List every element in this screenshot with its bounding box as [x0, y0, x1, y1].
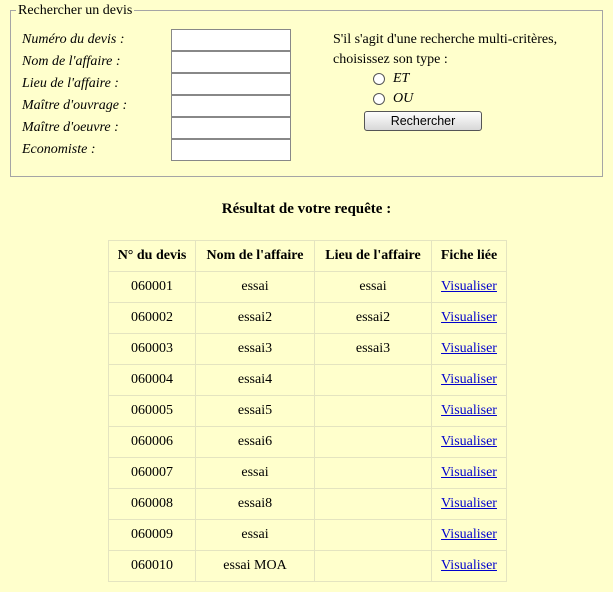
lieu-affaire-input[interactable] — [171, 73, 291, 95]
table-row — [109, 334, 507, 365]
cell-lieu — [315, 427, 432, 458]
cell-nom: essai4 — [196, 365, 315, 396]
table-row — [109, 551, 507, 582]
economiste-input[interactable] — [171, 139, 291, 161]
cell-lieu: essai3 — [315, 334, 432, 365]
cell-fiche — [432, 334, 507, 365]
visualiser-link[interactable]: Visualiser — [441, 403, 497, 418]
label-maitre-oeuvre: Maître d'oeuvre : — [22, 120, 119, 135]
cell-lieu: essai2 — [315, 303, 432, 334]
header-lieu: Lieu de l'affaire — [315, 241, 432, 272]
label-lieu-affaire: Lieu de l'affaire : — [22, 76, 119, 91]
cell-fiche — [432, 427, 507, 458]
cell-lieu — [315, 489, 432, 520]
cell-numero: 060010 — [109, 551, 196, 582]
numero-devis-input[interactable] — [171, 29, 291, 51]
table-row — [109, 458, 507, 489]
cell-nom: essai8 — [196, 489, 315, 520]
cell-lieu — [315, 551, 432, 582]
cell-numero: 060001 — [109, 272, 196, 303]
radio-ou[interactable] — [373, 93, 385, 105]
visualiser-link[interactable]: Visualiser — [441, 341, 497, 356]
cell-fiche — [432, 272, 507, 303]
table-row — [109, 365, 507, 396]
rechercher-button[interactable]: Rechercher — [364, 111, 482, 131]
header-nom: Nom de l'affaire — [196, 241, 315, 272]
cell-numero: 060008 — [109, 489, 196, 520]
cell-nom: essai6 — [196, 427, 315, 458]
header-fiche: Fiche liée — [432, 241, 507, 272]
nom-affaire-input[interactable] — [171, 51, 291, 73]
cell-nom: essai2 — [196, 303, 315, 334]
cell-nom: essai MOA — [196, 551, 315, 582]
cell-fiche — [432, 303, 507, 334]
cell-lieu — [315, 365, 432, 396]
cell-numero: 060007 — [109, 458, 196, 489]
maitre-ouvrage-input[interactable] — [171, 95, 291, 117]
search-fieldset — [10, 3, 603, 177]
cell-fiche — [432, 458, 507, 489]
visualiser-link[interactable]: Visualiser — [441, 279, 497, 294]
table-header-row — [109, 241, 507, 272]
label-maitre-ouvrage: Maître d'ouvrage : — [22, 98, 128, 113]
multi-criteria-note-line2: choisissez son type : — [333, 52, 448, 67]
cell-numero: 060005 — [109, 396, 196, 427]
cell-numero: 060002 — [109, 303, 196, 334]
table-row — [109, 396, 507, 427]
cell-numero: 060009 — [109, 520, 196, 551]
search-legend: Rechercher un devis — [18, 3, 133, 18]
multi-criteria-note-line1: S'il s'agit d'une recherche multi-critères, — [333, 32, 558, 47]
table-row — [109, 427, 507, 458]
cell-nom: essai5 — [196, 396, 315, 427]
cell-lieu — [315, 396, 432, 427]
label-numero-devis: Numéro du devis : — [22, 32, 125, 47]
table-row — [109, 272, 507, 303]
cell-numero: 060003 — [109, 334, 196, 365]
cell-fiche — [432, 551, 507, 582]
radio-ou-label: OU — [393, 91, 414, 106]
radio-et-label: ET — [393, 71, 410, 86]
cell-lieu — [315, 520, 432, 551]
cell-nom: essai — [196, 458, 315, 489]
visualiser-link[interactable]: Visualiser — [441, 310, 497, 325]
cell-fiche — [432, 396, 507, 427]
cell-fiche — [432, 520, 507, 551]
results-table — [108, 240, 507, 582]
table-row — [109, 303, 507, 334]
radio-et-option[interactable] — [373, 70, 409, 88]
visualiser-link[interactable]: Visualiser — [441, 527, 497, 542]
visualiser-link[interactable]: Visualiser — [441, 372, 497, 387]
visualiser-link[interactable]: Visualiser — [441, 434, 497, 449]
cell-numero: 060004 — [109, 365, 196, 396]
header-numero: N° du devis — [109, 241, 196, 272]
cell-fiche — [432, 489, 507, 520]
cell-lieu — [315, 458, 432, 489]
visualiser-link[interactable]: Visualiser — [441, 558, 497, 573]
table-row — [109, 489, 507, 520]
cell-lieu: essai — [315, 272, 432, 303]
cell-numero: 060006 — [109, 427, 196, 458]
label-economiste: Economiste : — [22, 142, 96, 157]
results-title: Résultat de votre requête : — [221, 201, 392, 217]
label-nom-affaire: Nom de l'affaire : — [22, 54, 121, 69]
cell-nom: essai — [196, 520, 315, 551]
visualiser-link[interactable]: Visualiser — [441, 496, 497, 511]
cell-nom: essai3 — [196, 334, 315, 365]
cell-fiche — [432, 365, 507, 396]
table-row — [109, 520, 507, 551]
radio-et[interactable] — [373, 73, 385, 85]
visualiser-link[interactable]: Visualiser — [441, 465, 497, 480]
maitre-oeuvre-input[interactable] — [171, 117, 291, 139]
radio-ou-option[interactable] — [373, 90, 413, 108]
cell-nom: essai — [196, 272, 315, 303]
